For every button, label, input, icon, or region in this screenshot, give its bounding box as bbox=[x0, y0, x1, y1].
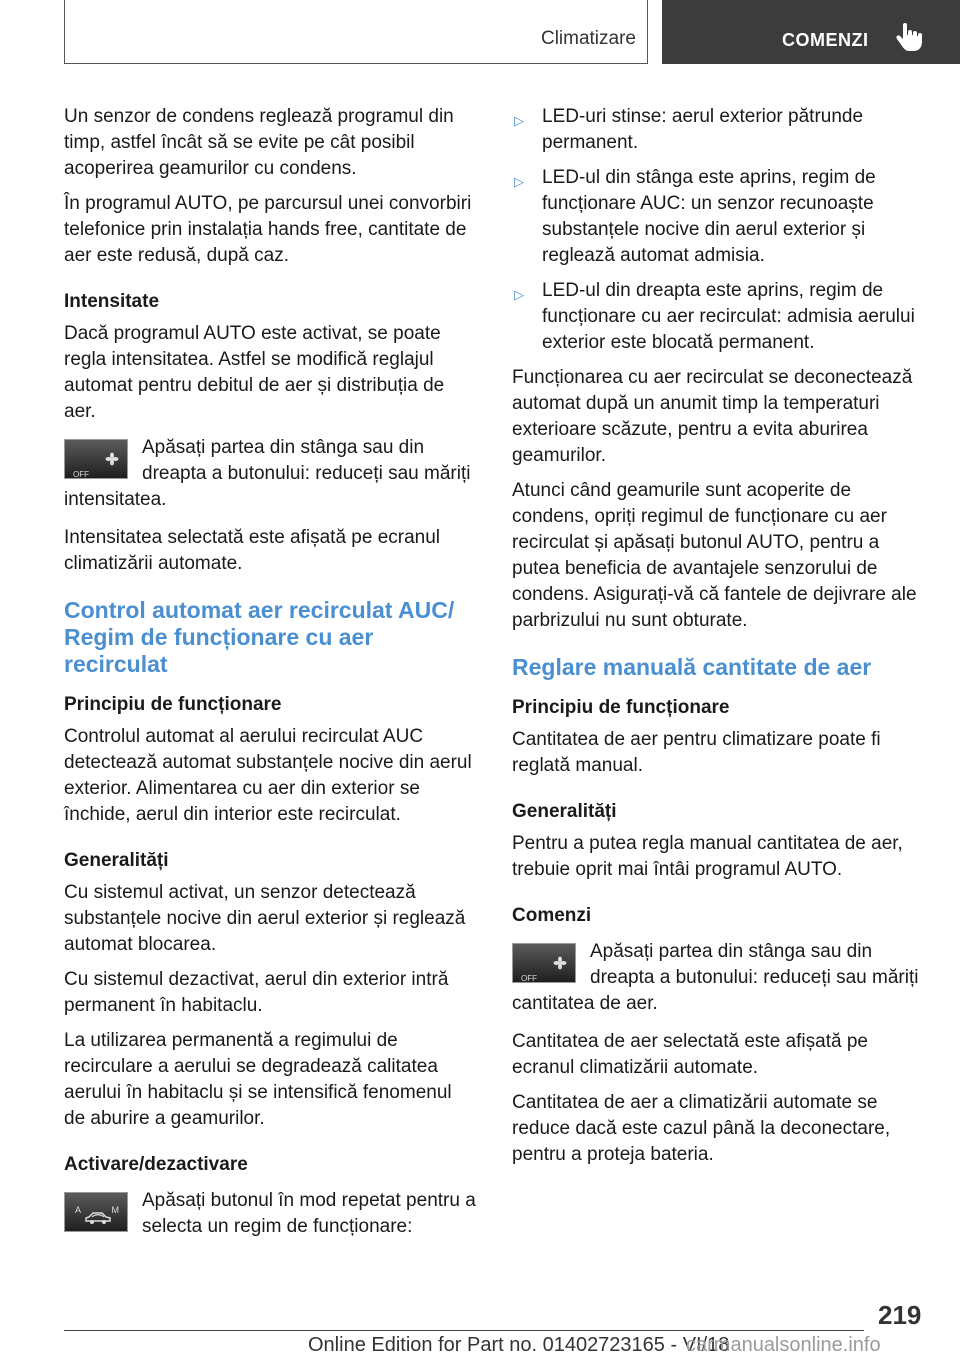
paragraph: La utilizarea permanentă a regimului de recirculare a aerului se degradează calitatea aerului în habitaclu și se intensifică fenomenul de aburire a geamurilor. bbox=[64, 1030, 452, 1129]
subheading-principiu: Principiu de funcționare bbox=[512, 697, 730, 718]
chapter-tab-label: COMENZI bbox=[782, 30, 869, 50]
list-item-text: LED-uri stinse: aerul exterior pătrunde permanent. bbox=[542, 106, 864, 153]
subheading-activare: Activare/dezactivare bbox=[64, 1154, 248, 1175]
hand-pointer-icon bbox=[894, 22, 922, 52]
button-instruction bbox=[64, 1188, 476, 1240]
subheading-generalitati: Generalități bbox=[64, 850, 169, 871]
fan-icon bbox=[105, 452, 119, 466]
a-label: A bbox=[75, 1205, 82, 1215]
section-title: Climatizare bbox=[540, 28, 636, 49]
instruction-text: Apăsați partea din stânga sau din dreapta a butonului: reduceți sau măriți intensitatea. bbox=[64, 437, 471, 510]
fan-button-image bbox=[64, 439, 128, 479]
fan-icon bbox=[553, 956, 567, 970]
car-recirculation-icon bbox=[83, 1209, 113, 1225]
instruction-text: Apăsați butonul în mod repetat pentru a selecta un regim de funcționare: bbox=[142, 1190, 476, 1237]
paragraph: Cu sistemul dezactivat, aerul din exterior intră permanent în habitaclu. bbox=[64, 969, 449, 1016]
list-item-text: LED-ul din stânga este aprins, regim de funcționare AUC: un senzor recunoaște substanțele nocive din aerul exterior și reglează automat admisia. bbox=[542, 167, 876, 266]
subheading-principiu: Principiu de funcționare bbox=[64, 694, 282, 715]
list-item bbox=[512, 165, 924, 269]
paragraph: Dacă programul AUTO este activat, se poate regla intensitatea. Astfel se modifică reglajul automat pentru debitul de aer și distribuția de aer. bbox=[64, 323, 445, 422]
off-label: OFF bbox=[73, 470, 89, 479]
instruction-text: Apăsați partea din stânga sau din dreapta a butonului: reduceți sau măriți cantitatea de aer. bbox=[512, 941, 919, 1014]
paragraph: În programul AUTO, pe parcursul unei convorbiri telefonice prin instalația hands free, cantitate de aer este redusă, după caz. bbox=[64, 193, 472, 266]
off-label: OFF bbox=[521, 974, 537, 983]
list-item-text: LED-ul din dreapta este aprins, regim de funcționare cu aer recirculat: admisia aerului exterior este blocată permanent. bbox=[542, 280, 915, 353]
paragraph: Atunci când geamurile sunt acoperite de condens, opriți regimul de funcționare cu aer recirculat și apăsați butonul AUTO, pentru a putea beneficia de avantajele senzorului de condens. Asigurați-vă că fantele de dejivrare ale parbrizului nu sunt obturate. bbox=[512, 480, 917, 631]
paragraph: Cantitatea de aer pentru climatizare poate fi reglată manual. bbox=[512, 729, 881, 776]
recirculation-button-image bbox=[64, 1192, 128, 1232]
subheading-comenzi: Comenzi bbox=[512, 905, 592, 926]
paragraph: Funcționarea cu aer recirculat se deconectează automat după un anumit timp la temperaturi exterioare scăzute, pentru a evita aburirea geamurilor. bbox=[512, 367, 913, 466]
button-instruction bbox=[64, 435, 476, 513]
list-item bbox=[512, 104, 924, 156]
paragraph: Controlul automat al aerului recirculat AUC detectează automat substanțele nocive din aerul exterior. Alimentarea cu aer din exterior se închide, aerul din interior este recirculat. bbox=[64, 726, 472, 825]
m-label: M bbox=[111, 1205, 119, 1215]
button-instruction bbox=[512, 939, 924, 1017]
triangle-right-icon: ▷ bbox=[514, 174, 524, 189]
edition-text: Online Edition for Part no. 01402723165 - VI/18 bbox=[308, 1334, 730, 1356]
paragraph: Cantitatea de aer selectată este afișată pe ecranul climatizării automate. bbox=[512, 1031, 868, 1078]
watermark: carmanualsonline.info bbox=[686, 1334, 881, 1356]
triangle-right-icon: ▷ bbox=[514, 113, 524, 128]
section-heading-manual: Reglare manuală cantitate de aer bbox=[512, 654, 872, 680]
subheading-generalitati: Generalități bbox=[512, 801, 617, 822]
paragraph: Pentru a putea regla manual cantitatea de aer, trebuie oprit mai întâi programul AUTO. bbox=[512, 833, 903, 880]
paragraph: Intensitatea selectată este afișată pe ecranul climatizării automate. bbox=[64, 527, 441, 574]
footer-divider bbox=[64, 1330, 864, 1331]
section-heading-auc: Control automat aer recirculat AUC/ Regim de funcționare cu aer recirculat bbox=[64, 597, 455, 677]
left-column bbox=[64, 104, 476, 1252]
paragraph: Cantitatea de aer a climatizării automate se reduce dacă este cazul până la deconectare, pentru a proteja bateria. bbox=[512, 1092, 891, 1165]
list-item bbox=[512, 278, 924, 356]
fan-button-image bbox=[512, 943, 576, 983]
chapter-tab bbox=[662, 0, 960, 64]
paragraph: Un senzor de condens reglează programul din timp, astfel încât să se evite pe cât posibil acoperirea geamurilor cu condens. bbox=[64, 106, 454, 179]
subheading-intensitate: Intensitate bbox=[64, 291, 160, 312]
triangle-right-icon: ▷ bbox=[514, 287, 524, 302]
mode-list bbox=[512, 104, 924, 356]
right-column bbox=[512, 104, 924, 1177]
paragraph: Cu sistemul activat, un senzor detectează substanțele nocive din aerul exterior și reglează automat blocarea. bbox=[64, 882, 466, 955]
page-number: 219 bbox=[878, 1300, 922, 1330]
